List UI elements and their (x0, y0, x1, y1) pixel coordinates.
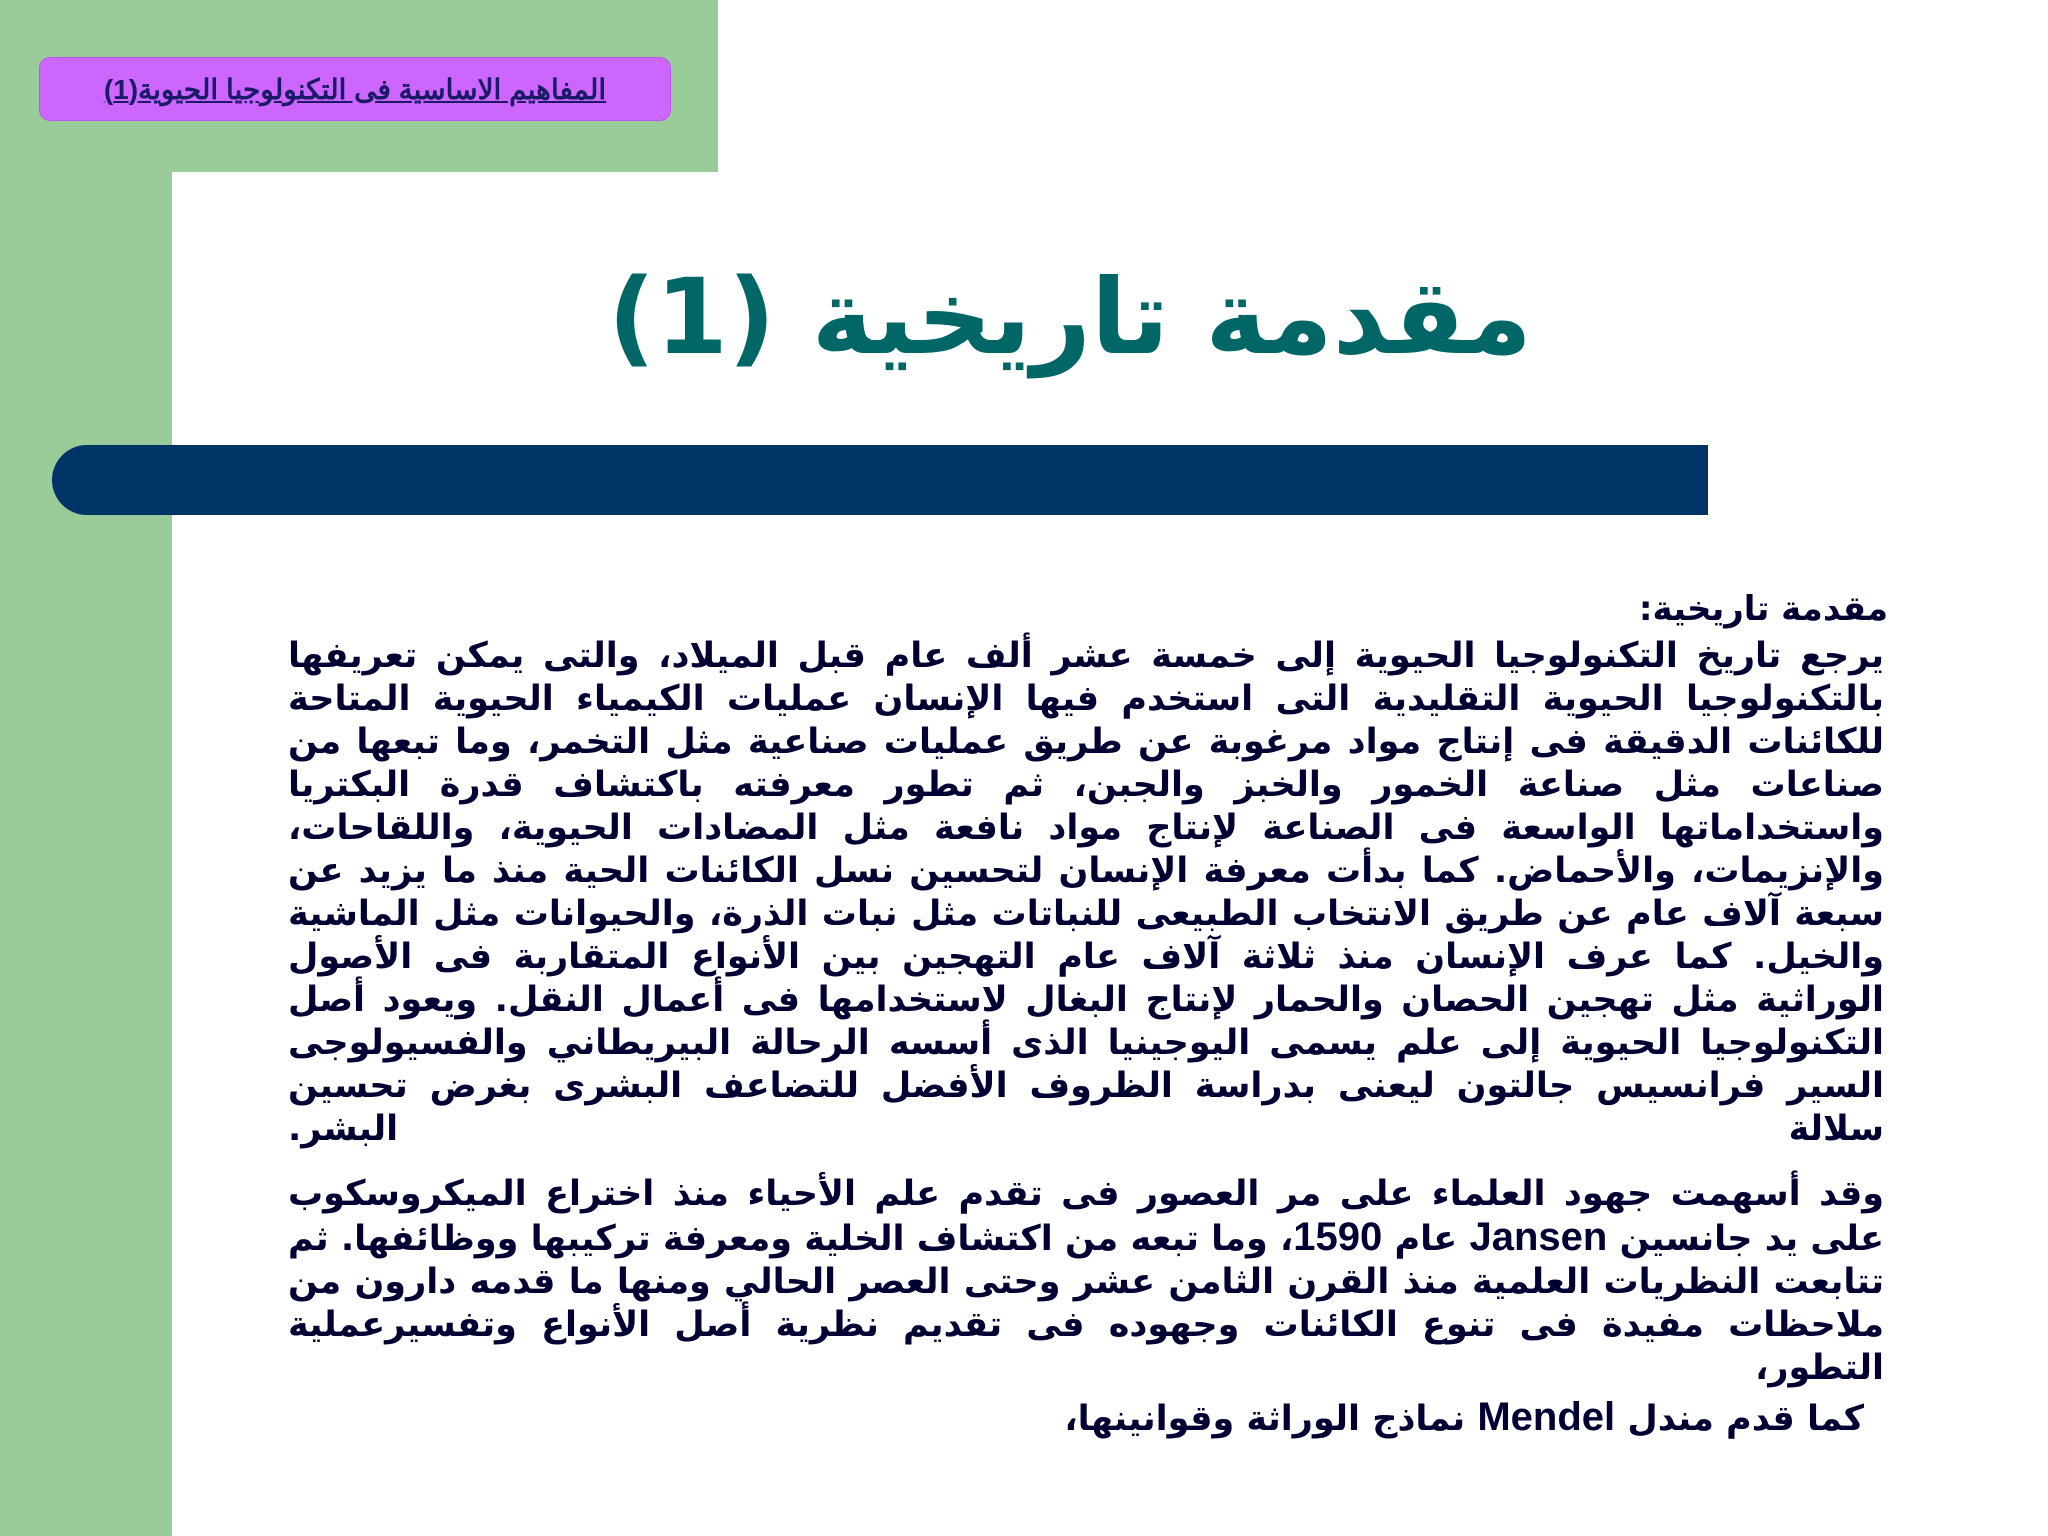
left-green-strip (0, 0, 172, 1536)
section-subheading: مقدمة تاريخية: (1638, 589, 1888, 629)
paragraph-microscope (288, 1173, 1888, 1390)
paragraph3-text-a: كما قدم مندل (1627, 1399, 1864, 1439)
title-divider-bar (52, 445, 1708, 515)
paragraph2-text-c: ، وما تبعه من اكتشاف الخلية ومعرفة تركيبها ووظائفها. ثم تتابعت النظريات العلمية منذ القرن الثامن عشر وحتى العصر الحالي ومنها ما قدمه دارون من ملاحظات مفيدة فى تنوع الكائنات وجهوده فى تقديم نظرية أصل الأنواع وتفسيرعملية التطور، (288, 1219, 1884, 1388)
paragraph2-text-a: وقد أسهمت جهود العلماء على مر العصور فى تقدم علم الأحياء منذ اختراع الميكروسكوب على يد جانسين (288, 1174, 1885, 1259)
paragraph2-name-jansen: Jansen (1469, 1215, 1608, 1259)
paragraph3-text-b: نماذج الوراثة وقوانينها، (1064, 1399, 1466, 1439)
slide-title: مقدمة تاريخية (1) (607, 256, 1533, 378)
slide-body (288, 585, 1888, 1441)
paragraph-mendel (288, 1396, 1888, 1441)
paragraph2-year: 1590 (1293, 1215, 1383, 1259)
paragraph3-name-mendel: Mendel (1477, 1395, 1616, 1439)
paragraph2-text-b: عام (1394, 1219, 1458, 1259)
header-badge (40, 58, 670, 120)
header-badge-text: المفاهيم الاساسية فى التكنولوجيا الحيوية(1) (103, 73, 607, 105)
paragraph-history: يرجع تاريخ التكنولوجيا الحيوية إلى خمسة عشر ألف عام قبل الميلاد، والتى يمكن تعريفها بالتكنولوجيا الحيوية التقليدية التى استخدم فيها الإنسان عمليات الكيمياء الحيوية المتاحة للكائنات الدقيقة فى إنتاج مواد مرغوبة عن طريق عمليات صناعية مثل التخمر، وما تبعها من صناعات مثل صناعة الخمور والخبز والجبن، ثم تطور معرفته باكتشاف قدرة البكتريا واستخداماتها الواسعة فى الصناعة لإنتاج مواد نافعة مثل المضادات الحيوية، واللقاحات، والإنزيمات، والأحماض. كما بدأت معرفة الإنسان لتحسين نسل الكائنات الحية منذ ما يزيد عن سبعة آلاف عام عن طريق الانتخاب الطبيعى للنباتات مثل نبات الذرة، والحيوانات مثل الماشية والخيل. كما عرف الإنسان منذ ثلاثة آلاف عام التهجين بين الأنواع المتقاربة فى الأصول الوراثية مثل تهجين الحصان والحمار لإنتاج البغال لاستخدامها فى أعمال النقل. ويعود أصل التكنولوجيا الحيوية إلى علم يسمى اليوجينيا الذى أسسه الرحالة البيريطاني والفسيولوجى السير فرانسيس جالتون ليعنى بدراسة الظروف الأفضل للتضاعف البشرى بغرض تحسين سلالة البشر. (288, 636, 1884, 1149)
